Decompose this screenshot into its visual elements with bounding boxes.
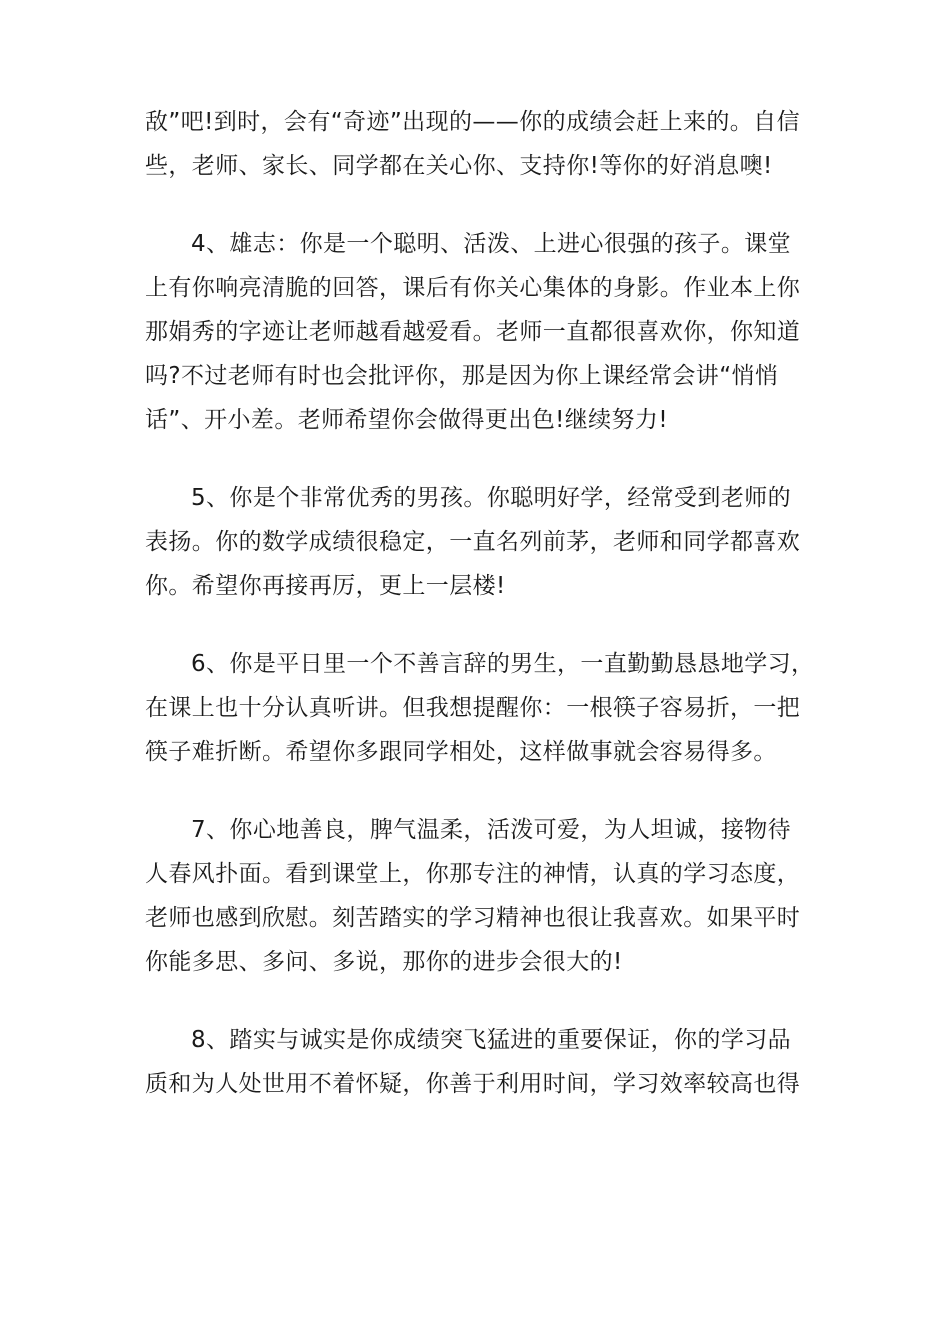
text-line: 话”、开小差。老师希望你会做得更出色!继续努力!: [145, 407, 668, 433]
text-line: 你能多思、多问、多说，那你的进步会很大的!: [145, 949, 623, 975]
text-line: 质和为人处世用不着怀疑，你善于利用时间，学习效率较高也得: [145, 1071, 801, 1097]
text-line: 吗?不过老师有时也会批评你，那是因为你上课经常会讲“悄悄: [145, 363, 779, 389]
text-line: 敌”吧!到时，会有“奇迹”出现的——你的成绩会赶上来的。自信: [145, 109, 800, 135]
paragraph-comment-4: [145, 222, 815, 442]
paragraph-comment-7: [145, 808, 815, 984]
paragraph-comment-6: [145, 642, 815, 774]
text-line: 7、你心地善良，脾气温柔，活泼可爱，为人坦诚，接物待: [191, 817, 792, 843]
text-line: 4、雄志：你是一个聪明、活泼、上进心很强的孩子。课堂: [191, 231, 792, 257]
paragraph-continuation: [145, 100, 815, 188]
paragraph-comment-8: [145, 1018, 815, 1106]
document-body: [145, 100, 815, 1140]
text-line: 老师也感到欣慰。刻苦踏实的学习精神也很让我喜欢。如果平时: [145, 905, 801, 931]
text-line: 筷子难折断。希望你多跟同学相处，这样做事就会容易得多。: [145, 739, 777, 765]
text-line: 那娟秀的字迹让老师越看越爱看。老师一直都很喜欢你，你知道: [145, 319, 801, 345]
text-line: 8、踏实与诚实是你成绩突飞猛进的重要保证，你的学习品: [191, 1027, 792, 1053]
text-line: 6、你是平日里一个不善言辞的男生，一直勤勤恳恳地学习，: [191, 651, 815, 677]
text-line: 人春风扑面。看到课堂上，你那专注的神情，认真的学习态度，: [145, 861, 801, 887]
text-line: 些，老师、家长、同学都在关心你、支持你!等你的好消息噢!: [145, 153, 773, 179]
text-line: 5、你是个非常优秀的男孩。你聪明好学，经常受到老师的: [191, 485, 792, 511]
text-line: 在课上也十分认真听讲。但我想提醒你：一根筷子容易折，一把: [145, 695, 801, 721]
paragraph-comment-5: [145, 476, 815, 608]
text-line: 你。希望你再接再厉，更上一层楼!: [145, 573, 506, 599]
text-line: 表扬。你的数学成绩很稳定，一直名列前茅，老师和同学都喜欢: [145, 529, 801, 555]
text-line: 上有你响亮清脆的回答，课后有你关心集体的身影。作业本上你: [145, 275, 801, 301]
